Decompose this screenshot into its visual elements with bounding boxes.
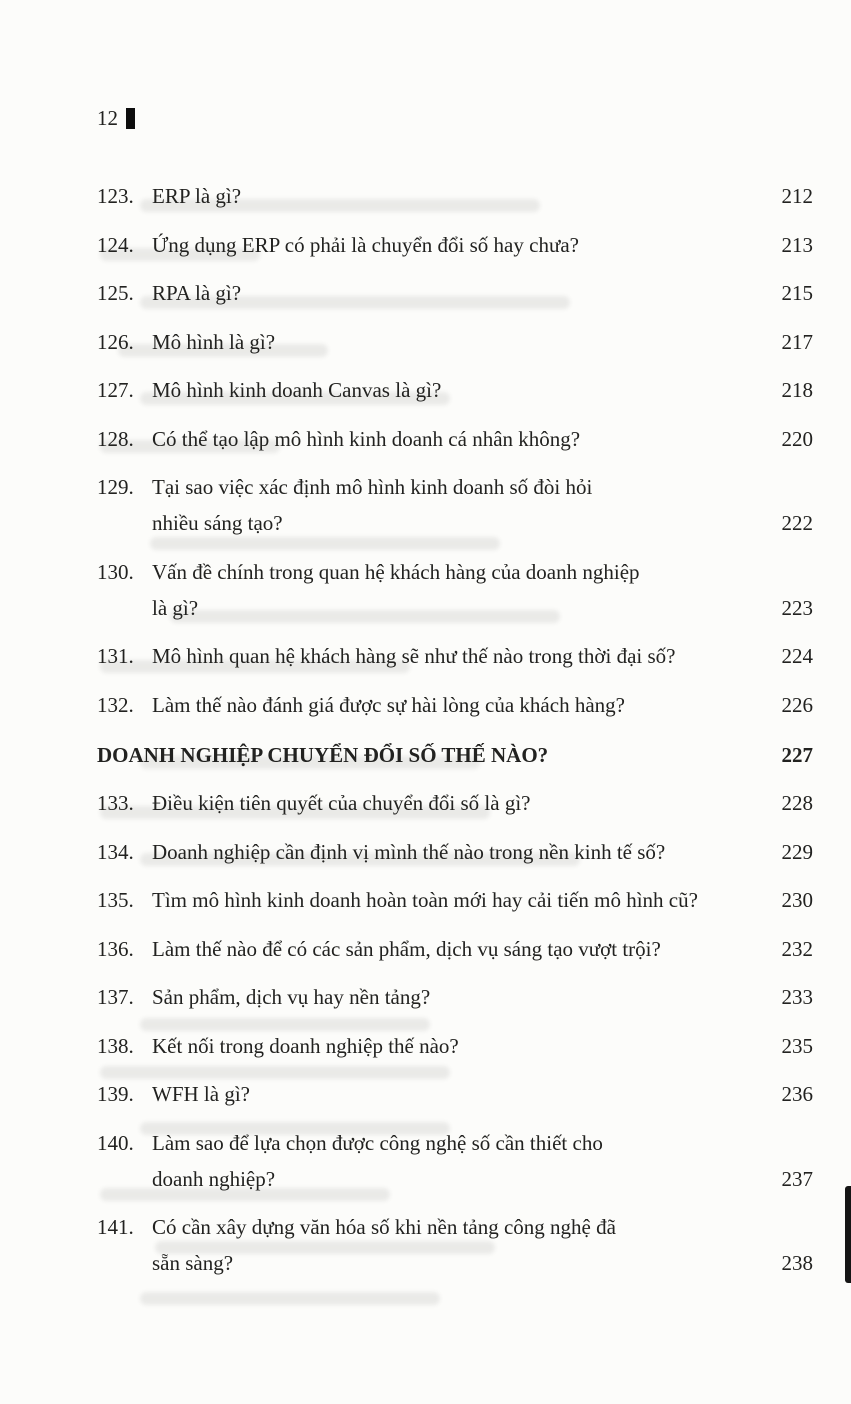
- toc-entry-line: Tìm mô hình kinh doanh hoàn toàn mới hay cải tiến mô hình cũ?: [152, 888, 698, 912]
- toc-row: [97, 979, 813, 1015]
- toc-entry-page: 213: [781, 232, 813, 257]
- toc-entry-line: Mô hình quan hệ khách hàng sẽ như thế nào trong thời đại số?: [152, 644, 676, 668]
- page-number-header: [97, 106, 135, 130]
- toc-entry-number: 141.: [97, 1215, 134, 1239]
- toc-entry-number: 137.: [97, 985, 134, 1009]
- toc-entry-line: Điều kiện tiên quyết của chuyển đổi số là gì?: [152, 791, 531, 815]
- toc-row: [97, 372, 813, 408]
- toc-entry-number: 132.: [97, 692, 134, 717]
- toc-entry-title: [152, 372, 782, 408]
- toc-entry-line: doanh nghiệp?: [152, 1166, 276, 1191]
- toc-entry-page: 224: [781, 644, 813, 668]
- toc-entry-page: 229: [781, 839, 813, 864]
- toc-row: [97, 687, 813, 723]
- toc-entry-line: Làm thế nào để có các sản phẩm, dịch vụ sáng tạo vượt trội?: [152, 936, 661, 961]
- toc-row: [97, 554, 813, 626]
- toc-entry-title: [152, 687, 782, 723]
- folio-bar: [126, 108, 135, 129]
- toc-entry-title: [152, 421, 782, 457]
- toc-entry-page: 235: [781, 1033, 813, 1058]
- toc-entry-line: Sản phẩm, dịch vụ hay nền tảng?: [152, 985, 431, 1009]
- folio-number: 12: [97, 106, 118, 130]
- toc-entry-line: Vấn đề chính trong quan hệ khách hàng của doanh nghiệp: [152, 559, 640, 584]
- toc-entry-line: là gì?: [152, 595, 199, 620]
- toc-entry-page: 236: [781, 1082, 813, 1106]
- toc-entry-line: sẵn sàng?: [152, 1251, 234, 1275]
- toc-entry-page: 222: [781, 511, 813, 535]
- toc-entry-line: Làm thế nào đánh giá được sự hài lòng của khách hàng?: [152, 692, 625, 717]
- toc-entry-number: 140.: [97, 1130, 134, 1155]
- toc-entry-line: nhiều sáng tạo?: [152, 511, 283, 535]
- toc-entry-page: 218: [781, 378, 813, 402]
- toc-entry-page: 232: [781, 936, 813, 961]
- toc-entry-number: 124.: [97, 232, 134, 257]
- toc-entry-number: 125.: [97, 281, 134, 305]
- toc-row: [97, 421, 813, 457]
- toc-row: [97, 1209, 813, 1281]
- toc-row: [97, 1125, 813, 1197]
- toc-entry-number: 138.: [97, 1033, 134, 1058]
- toc-entry-number: 130.: [97, 559, 134, 584]
- toc-entry-title: [97, 737, 782, 773]
- toc-row: [97, 882, 813, 918]
- toc-entry-line: DOANH NGHIỆP CHUYỂN ĐỔI SỐ THẾ NÀO?: [97, 742, 549, 767]
- toc-row: [97, 1076, 813, 1112]
- toc-row: [97, 324, 813, 360]
- toc-entry-title: [152, 1028, 782, 1064]
- toc-entry-number: 131.: [97, 644, 134, 668]
- toc-entry-page: 238: [781, 1251, 813, 1275]
- toc-entry-title: [152, 227, 782, 263]
- toc-entry-page: 215: [781, 281, 813, 305]
- toc-entry-line: Mô hình kinh doanh Canvas là gì?: [152, 378, 442, 402]
- toc-entry-page: 217: [781, 329, 813, 354]
- toc-list: [97, 178, 813, 1294]
- scan-edge-artifact: [845, 1186, 851, 1283]
- toc-entry-title: [152, 979, 782, 1015]
- toc-entry-title: [152, 834, 782, 870]
- toc-entry-number: 136.: [97, 936, 134, 961]
- toc-row: [97, 834, 813, 870]
- toc-entry-title: [152, 931, 782, 967]
- toc-entry-line: Mô hình là gì?: [152, 329, 276, 354]
- toc-entry-page: 223: [781, 595, 813, 620]
- toc-entry-line: Làm sao để lựa chọn được công nghệ số cần thiết cho: [152, 1130, 603, 1155]
- toc-entry-title: [152, 1209, 782, 1281]
- toc-entry-title: [152, 324, 782, 360]
- toc-row: [97, 737, 813, 773]
- toc-entry-title: [152, 882, 782, 918]
- toc-entry-title: [152, 1076, 782, 1112]
- toc-row: [97, 785, 813, 821]
- toc-row: [97, 638, 813, 674]
- toc-entry-title: [152, 275, 782, 311]
- toc-entry-title: [152, 1125, 782, 1197]
- toc-entry-title: [152, 469, 782, 541]
- toc-entry-page: 227: [781, 742, 813, 767]
- toc-entry-line: ERP là gì?: [152, 184, 242, 208]
- toc-entry-page: 233: [781, 985, 813, 1009]
- toc-entry-number: 128.: [97, 426, 134, 451]
- toc-row: [97, 1028, 813, 1064]
- toc-row: [97, 931, 813, 967]
- toc-entry-number: 126.: [97, 329, 134, 354]
- toc-entry-page: 230: [781, 888, 813, 912]
- toc-entry-number: 123.: [97, 184, 134, 208]
- toc-entry-title: [152, 554, 782, 626]
- toc-entry-line: Có cần xây dựng văn hóa số khi nền tảng công nghệ đã: [152, 1215, 616, 1239]
- toc-entry-line: Doanh nghiệp cần định vị mình thế nào trong nền kinh tế số?: [152, 839, 666, 864]
- toc-entry-number: 135.: [97, 888, 134, 912]
- toc-entry-page: 220: [781, 426, 813, 451]
- toc-row: [97, 227, 813, 263]
- toc-entry-page: 228: [781, 791, 813, 815]
- toc-entry-line: Tại sao việc xác định mô hình kinh doanh số đòi hỏi: [152, 475, 593, 499]
- toc-row: [97, 275, 813, 311]
- toc-entry-page: 237: [781, 1166, 813, 1191]
- toc-entry-number: 127.: [97, 378, 134, 402]
- toc-entry-line: Có thể tạo lập mô hình kinh doanh cá nhân không?: [152, 426, 581, 451]
- toc-entry-number: 139.: [97, 1082, 134, 1106]
- toc-entry-title: [152, 638, 782, 674]
- toc-entry-line: RPA là gì?: [152, 281, 242, 305]
- toc-entry-number: 129.: [97, 475, 134, 499]
- toc-entry-page: 226: [781, 692, 813, 717]
- toc-entry-line: WFH là gì?: [152, 1082, 250, 1106]
- toc-entry-title: [152, 178, 782, 214]
- bleed-through-artifact: [140, 1292, 440, 1305]
- toc-entry-page: 212: [781, 184, 813, 208]
- toc-entry-title: [152, 785, 782, 821]
- toc-row: [97, 178, 813, 214]
- toc-entry-number: 133.: [97, 791, 134, 815]
- toc-entry-number: 134.: [97, 839, 134, 864]
- toc-entry-line: Ứng dụng ERP có phải là chuyển đổi số hay chưa?: [152, 232, 579, 257]
- toc-entry-line: Kết nối trong doanh nghiệp thế nào?: [152, 1033, 459, 1058]
- toc-row: [97, 469, 813, 541]
